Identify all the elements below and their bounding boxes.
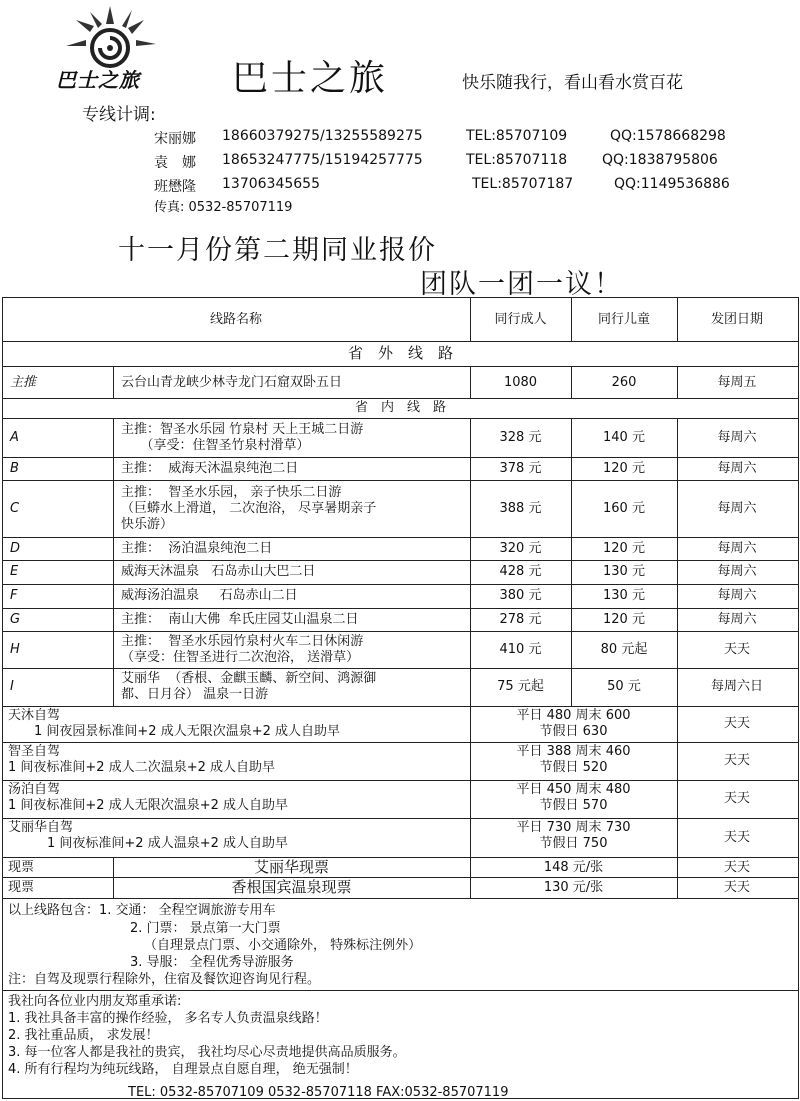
drive-price-holiday: 节假日 520: [539, 760, 608, 775]
drive-title: 天沐自驾: [8, 708, 61, 723]
row-code: B: [10, 460, 19, 476]
row-code: G: [10, 611, 21, 627]
row-child: 130 元: [603, 564, 645, 579]
row-route-line: 主推： 智圣水乐园竹泉村火车二日休闲游: [121, 633, 364, 649]
row-route-line: 主推：智圣水乐园 竹泉村 天上王城二日游: [121, 421, 364, 437]
contact-phones: 18660379275/13255589275: [222, 128, 423, 144]
contact-qq: QQ:1578668298: [610, 128, 726, 144]
drive-title: 智圣自驾: [8, 744, 61, 759]
includes-note: 注：自驾及现票行程除外，住宿及餐饮迎咨询见行程。: [8, 972, 321, 987]
includes-line: 以上线路包含：1. 交通： 全程空调旅游专用车: [8, 903, 276, 918]
drive-date: 天天: [723, 716, 750, 731]
row-date: 每周六: [717, 588, 757, 603]
row-route-line: 艾丽华 （香根、金麒玉麟、新空间、鸿源御: [121, 671, 377, 686]
header-adult: 同行成人: [494, 312, 547, 327]
outside-adult: 1080: [503, 375, 538, 390]
row-adult: 328 元: [499, 429, 542, 445]
drive-detail: 1 间夜园景标准间+2 成人无限次温泉+2 成人自助早: [8, 724, 340, 739]
outside-route: 云台山青龙峡少林寺龙门石窟双卧五日: [121, 375, 343, 390]
drive-date: 天天: [723, 829, 750, 845]
row-date: 每周六: [717, 460, 757, 476]
row-code: A: [10, 429, 19, 445]
row-date: 每周六: [717, 429, 757, 445]
row-adult: 278 元: [499, 611, 542, 627]
row-date: 每周六: [717, 611, 757, 627]
row-child: 80 元起: [600, 641, 648, 657]
promise-line: 1. 我社具备丰富的操作经验， 多名专人负责温泉线路！: [8, 1011, 328, 1026]
row-date: 天天: [723, 641, 750, 657]
ticket-date: 天天: [723, 880, 750, 895]
row-date: 每周六: [717, 540, 757, 556]
row-adult: 388 元: [499, 500, 542, 516]
row-code: I: [10, 679, 14, 694]
row-child: 140 元: [603, 429, 645, 445]
outside-code: 主推: [10, 375, 37, 390]
ticket-label: 现票: [8, 860, 35, 875]
drive-price-week: 平日 730 周末 730: [516, 820, 631, 835]
hotline-label: 专线计调:: [82, 105, 156, 125]
contact-name: 班懋隆: [154, 179, 196, 195]
drive-date: 天天: [723, 791, 750, 806]
drive-price-week: 平日 450 周末 480: [516, 782, 631, 797]
drive-price-week: 平日 480 周末 600: [516, 708, 631, 723]
contact-phones: 18653247775/15194257775: [222, 152, 423, 168]
header-date: 发团日期: [710, 312, 763, 327]
row-child: 160 元: [603, 500, 645, 516]
contact-tel: TEL:85707109: [466, 128, 568, 144]
ticket-price: 148 元/张: [543, 860, 604, 875]
contact-qq: QQ:1149536886: [614, 176, 730, 192]
ticket-name: 艾丽华现票: [253, 858, 329, 876]
ticket-price: 130 元/张: [543, 880, 604, 895]
promise-line: 3. 每一位客人都是我社的贵宾， 我社均尽心尽责地提供高品质服务。: [8, 1045, 406, 1060]
includes-line: （自理景点门票、小交通除外， 特殊标注例外）: [144, 938, 422, 953]
ticket-date: 天天: [723, 860, 750, 875]
row-route-line: 主推： 智圣水乐园， 亲子快乐二日游: [121, 484, 342, 500]
header-route: 线路名称: [209, 312, 262, 327]
section-inside: 省 内 线 路: [354, 400, 446, 415]
drive-price-holiday: 节假日 570: [539, 798, 608, 813]
row-child: 130 元: [603, 588, 645, 603]
row-adult: 320 元: [499, 540, 542, 556]
section-outside: 省 外 线 路: [347, 344, 453, 362]
row-child: 120 元: [603, 611, 645, 627]
outside-child: 260: [611, 375, 637, 390]
ticket-label: 现票: [8, 880, 35, 895]
drive-price-holiday: 节假日 750: [539, 836, 608, 851]
drive-date: 天天: [723, 753, 750, 768]
contact-phones: 13706345655: [222, 176, 320, 192]
row-adult: 378 元: [499, 460, 542, 476]
row-route-line: 威海天沐温泉 石岛赤山大巴二日: [121, 564, 316, 579]
row-code: D: [10, 540, 21, 556]
row-route-line: 威海汤泊温泉 石岛赤山二日: [121, 588, 298, 603]
drive-title: 艾丽华自驾: [8, 820, 74, 835]
contact-name: 袁 娜: [154, 155, 196, 171]
outside-date: 每周五: [717, 375, 757, 390]
slogan: 快乐随我行，看山看水赏百花: [462, 73, 683, 93]
contact-qq: QQ:1838795806: [602, 152, 718, 168]
row-child: 120 元: [603, 540, 645, 556]
page-title: 十一月份第二期同业报价: [118, 235, 437, 266]
row-route-line: （享受：住智圣进行二次泡浴， 送滑草）: [121, 649, 360, 665]
drive-price-holiday: 节假日 630: [539, 724, 608, 739]
row-adult: 75 元起: [497, 679, 544, 694]
row-code: F: [10, 588, 18, 603]
row-date: 每周六: [717, 564, 757, 579]
promise-line: 4. 所有行程均为纯玩线路， 自理景点自愿自理， 绝无强制！: [8, 1062, 358, 1077]
promise-line: 我社向各位业内朋友郑重承诺:: [8, 994, 182, 1009]
row-route-line: （巨蟒水上滑道， 二次泡浴， 尽享暑期亲子: [121, 500, 377, 516]
row-date: 每周六日: [710, 679, 763, 694]
row-route-line: （享受：住智圣竹泉村滑草）: [121, 437, 310, 453]
drive-price-week: 平日 388 周末 460: [516, 744, 631, 759]
row-route-line: 主推： 威海天沐温泉纯泡二日: [121, 460, 299, 476]
row-adult: 380 元: [499, 588, 542, 603]
row-date: 每周六: [717, 500, 757, 516]
row-route-line: 都、日月谷） 温泉一日游: [121, 687, 269, 702]
row-code: C: [10, 500, 20, 516]
drive-detail: 1 间夜标准间+2 成人温泉+2 成人自助早: [8, 836, 288, 851]
sun-logo-icon: [48, 2, 178, 72]
drive-title: 汤泊自驾: [8, 782, 61, 797]
row-route-line: 主推： 汤泊温泉纯泡二日: [121, 540, 273, 556]
header-child: 同行儿童: [597, 312, 650, 327]
contact-tel: TEL:85707187: [472, 176, 574, 192]
row-adult: 410 元: [499, 641, 542, 657]
row-child: 50 元: [607, 679, 641, 694]
row-route-line: 主推： 南山大佛 牟氏庄园艾山温泉二日: [121, 611, 359, 627]
contact-tel: TEL:85707118: [466, 152, 568, 168]
ticket-name: 香根国宾温泉现票: [231, 878, 352, 896]
row-code: E: [10, 564, 19, 579]
logo-text: 巴士之旅: [56, 68, 140, 92]
includes-line: 2. 门票： 景点第一大门票: [130, 921, 281, 936]
fax: 传真: 0532-85707119: [154, 200, 293, 215]
drive-detail: 1 间夜标准间+2 成人无限次温泉+2 成人自助早: [8, 798, 288, 813]
brand-name: 巴士之旅: [232, 58, 389, 99]
row-route-line: 快乐游）: [121, 516, 174, 532]
row-adult: 428 元: [499, 564, 542, 579]
drive-detail: 1 间夜标准间+2 成人二次温泉+2 成人自助早: [8, 760, 275, 775]
promise-line: 2. 我社重品质， 求发展！: [8, 1028, 159, 1043]
row-code: H: [10, 641, 20, 657]
page-subtitle: 团队一团一议！: [420, 269, 623, 300]
footer-contact: TEL: 0532-85707109 0532-85707118 FAX:0532-85707119: [128, 1085, 509, 1100]
row-child: 120 元: [603, 460, 645, 476]
includes-line: 3. 导服： 全程优秀导游服务: [130, 955, 294, 970]
contact-name: 宋丽娜: [154, 131, 196, 147]
